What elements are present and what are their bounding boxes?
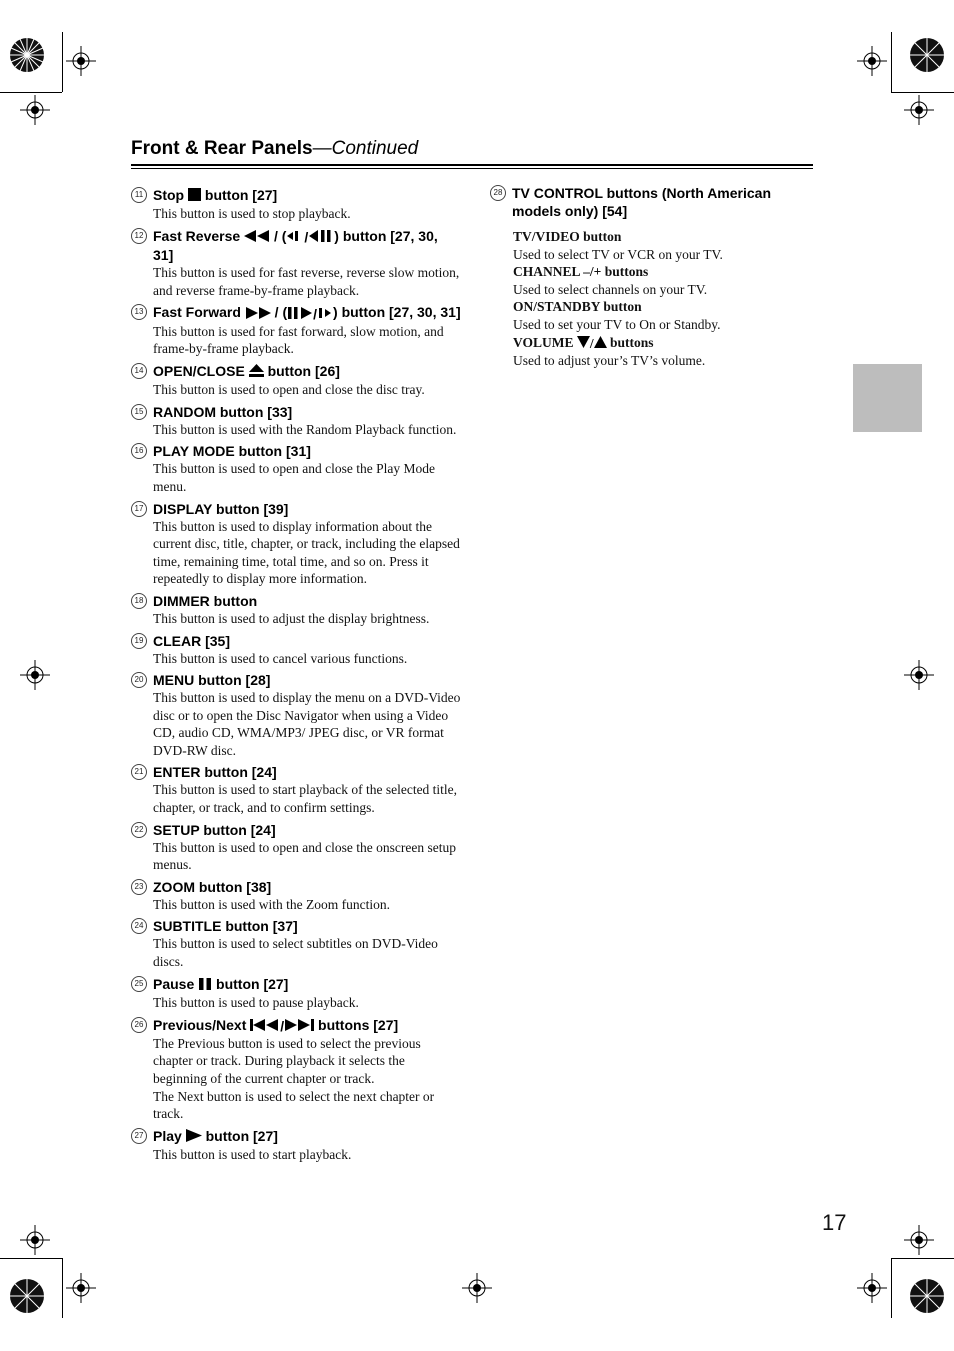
header-rule (131, 164, 813, 166)
item-number: 26 (131, 1017, 147, 1033)
item-number: 23 (131, 879, 147, 895)
item-title (131, 1016, 461, 1035)
item-number: 14 (131, 363, 147, 379)
list-item (131, 1016, 461, 1123)
fast-reverse-icon (244, 228, 270, 246)
item-description: This button is used to open and close the Play Mode menu. (153, 461, 435, 494)
item-title-text (153, 1016, 461, 1035)
tv-button-name: VOLUME (513, 334, 577, 350)
item-title-text (153, 975, 461, 994)
item-title-segment: button [27] (201, 187, 278, 203)
item-number: 20 (131, 672, 147, 688)
item-number: 16 (131, 443, 147, 459)
list-item (131, 1127, 461, 1164)
item-number: 19 (131, 633, 147, 649)
tv-button-label (513, 334, 800, 353)
item-title-text (153, 403, 461, 421)
crop-line (62, 1258, 63, 1318)
starburst-icon (8, 36, 46, 74)
crosshair-icon (20, 1225, 50, 1255)
item-title-segment: ) button [27, 30, 31] (153, 227, 438, 264)
item-title-segment: button [27] (212, 975, 289, 992)
list-item (131, 671, 461, 759)
crop-line (891, 1258, 954, 1259)
item-title-text (153, 763, 461, 781)
item-description: This button is used with the Random Playback function. (153, 421, 457, 437)
list-item (131, 975, 461, 1012)
right-column (490, 184, 800, 374)
item-title (131, 671, 461, 689)
item-title-segment: button [26] (263, 362, 340, 379)
list-item (131, 763, 461, 816)
item-title-text (153, 592, 461, 610)
crosshair-icon (66, 1273, 96, 1303)
tv-button-name: CHANNEL –/+ buttons (513, 264, 649, 280)
item-description: This button is used to open and close the disc tray. (153, 382, 425, 398)
item-title-segment: ZOOM button [38] (153, 878, 272, 895)
item-title (131, 403, 461, 421)
item-number: 11 (131, 187, 147, 203)
list-item (131, 442, 461, 495)
item-title (131, 878, 461, 896)
list-item (490, 184, 800, 370)
item-title (131, 592, 461, 610)
item-title (131, 500, 461, 518)
item-title-segment: button [27] (201, 1127, 278, 1144)
crop-line (0, 1258, 62, 1259)
item-description: This button is used to cancel various functions. (153, 650, 408, 666)
crop-line (891, 32, 892, 92)
list-item (131, 878, 461, 914)
item-title (131, 362, 461, 381)
fast-forward-icon: / (287, 305, 333, 323)
item-description: This button is used for fast reverse, reverse slow motion, and reverse frame-by-frame playback. (153, 265, 460, 298)
item-number: 13 (131, 304, 147, 320)
crosshair-icon (20, 95, 50, 125)
item-title-text (153, 632, 461, 650)
item-title-segment: Previous/Next (153, 1016, 251, 1033)
item-title-segment: DIMMER button (153, 592, 258, 609)
item-description: This button is used to display information about the current disc, title, chapter, or track, including the elapsed time, remaining time, total time, and so on. Press it repeatedly to display more information. (153, 518, 460, 587)
volume-down-up-icon: / (577, 335, 607, 353)
tv-button-description: Used to select TV or VCR on your TV. (513, 246, 723, 262)
item-description: This button is used to adjust the display brightness. (153, 610, 430, 626)
crop-line (891, 92, 954, 93)
item-description: This button is used to select subtitles on DVD-Video discs. (153, 936, 438, 970)
item-description: This button is used to display the menu on a DVD-Video disc or to open the Disc Navigator when using a Video CD, audio CD, WMA/MP3/ JPEG disc, or VR format DVD-RW disc. (153, 690, 461, 758)
crosshair-icon (904, 660, 934, 690)
item-number: 18 (131, 593, 147, 609)
item-title-text (153, 917, 461, 935)
list-item (131, 303, 461, 357)
item-title-text: TV CONTROL buttons (North American models only) [54] (512, 185, 771, 219)
item-title-text (153, 442, 461, 460)
item-number: 12 (131, 228, 147, 244)
header-title: Front & Rear Panels (131, 138, 313, 159)
header-continued: —Continued (312, 138, 419, 159)
page-number: 17 (822, 1210, 847, 1235)
item-title-segment: CLEAR [35] (153, 632, 231, 649)
item-title (131, 821, 461, 839)
crosshair-icon (904, 1225, 934, 1255)
eject-icon (249, 363, 264, 381)
list-item (131, 362, 461, 399)
play-icon (186, 1128, 202, 1146)
fast-reverse-icon: / (286, 228, 334, 246)
tv-button-name: ON/STANDBY button (513, 299, 642, 315)
list-item (131, 227, 461, 299)
pause-icon (198, 976, 212, 994)
list-item (131, 403, 461, 439)
item-title-text (153, 500, 461, 518)
item-title-segment: SUBTITLE button [37] (153, 918, 298, 935)
item-number: 28 (490, 185, 506, 201)
tv-button-description: Used to set your TV to On or Standby. (513, 316, 721, 332)
tv-control-list (513, 228, 800, 370)
item-title-segment: MENU button [28] (153, 672, 271, 689)
section-tab (853, 364, 922, 432)
item-description: This button is used for fast forward, slow motion, and frame-by-frame playback. (153, 323, 444, 357)
item-title-segment: SETUP button [24] (153, 821, 276, 838)
item-title-segment: buttons [27] (314, 1016, 399, 1033)
crosshair-icon (20, 660, 50, 690)
starburst-icon (908, 36, 946, 74)
item-title (131, 186, 461, 205)
tv-button-label (513, 228, 800, 246)
item-title-text (153, 821, 461, 839)
item-number: 27 (131, 1128, 147, 1144)
tv-button-label (513, 298, 800, 316)
item-description: The Previous button is used to select the previous chapter or track. During playback it selects the beginning of the current chapter or track. (153, 1035, 421, 1086)
header-rule-thin (131, 168, 813, 169)
list-item (131, 500, 461, 588)
crosshair-icon (857, 46, 887, 76)
item-title (131, 1127, 461, 1146)
tv-button-label (513, 263, 800, 281)
crosshair-icon (66, 46, 96, 76)
item-title (131, 442, 461, 460)
fast-forward-icon (245, 305, 271, 323)
item-title-text (153, 671, 461, 689)
item-title-segment: DISPLAY button [39] (153, 500, 289, 517)
item-number: 17 (131, 501, 147, 517)
item-title-segment: / ( (270, 227, 287, 244)
item-description: This button is used to pause playback. (153, 994, 359, 1010)
prev-next-icon: / (250, 1017, 314, 1035)
item-title (131, 975, 461, 994)
item-title (131, 917, 461, 935)
item-description: The Next button is used to select the next chapter or track. (153, 1088, 435, 1122)
crop-line (0, 92, 62, 93)
item-title (131, 303, 461, 322)
item-number: 22 (131, 822, 147, 838)
crosshair-icon (857, 1273, 887, 1303)
crop-line (891, 1258, 892, 1318)
item-title (131, 632, 461, 650)
item-number: 25 (131, 976, 147, 992)
list-item (131, 632, 461, 668)
item-description: This button is used to start playback of the selected title, chapter, or track, and to confirm settings. (153, 782, 458, 816)
item-title-text (153, 227, 461, 264)
item-title-segment: Fast Forward (153, 304, 245, 321)
crop-line (62, 32, 63, 92)
item-title-text (153, 1127, 461, 1146)
tv-button-name: TV/VIDEO button (513, 229, 622, 244)
item-description: This button is used to open and close the onscreen setup menus. (153, 839, 456, 873)
item-title-segment: ENTER button [24] (153, 764, 277, 781)
starburst-icon (8, 1277, 46, 1315)
item-title-segment: Play (153, 1127, 186, 1144)
left-column (131, 186, 461, 1168)
item-title-text (153, 186, 461, 205)
item-title (131, 227, 461, 264)
item-number: 21 (131, 764, 147, 780)
item-title-segment: RANDOM button [33] (153, 403, 293, 420)
starburst-icon (908, 1277, 946, 1315)
item-title-segment: Stop (153, 187, 188, 203)
item-title-segment: OPEN/CLOSE (153, 362, 249, 379)
tv-button-suffix: buttons (606, 334, 654, 350)
tv-button-description: Used to select channels on your TV. (513, 281, 708, 297)
item-title-text (153, 362, 461, 381)
crosshair-icon (904, 95, 934, 125)
item-description: This button is used to stop playback. (153, 206, 351, 222)
item-description: This button is used to start playback. (153, 1147, 352, 1163)
item-description: This button is used with the Zoom function. (153, 896, 390, 912)
item-title-segment: PLAY MODE button [31] (153, 443, 311, 460)
list-item (131, 186, 461, 223)
item-title-segment: ) button [27, 30, 31] (333, 304, 461, 321)
tv-button-description: Used to adjust your’s TV’s volume. (513, 353, 706, 369)
list-item (131, 821, 461, 874)
item-title-segment: Pause (153, 975, 199, 992)
item-title-segment: / ( (270, 304, 288, 321)
item-title-text (153, 878, 461, 896)
list-item (131, 592, 461, 628)
section-header (131, 138, 813, 160)
stop-icon (188, 187, 201, 205)
item-title (490, 184, 800, 220)
list-item (131, 917, 461, 970)
item-title (131, 763, 461, 781)
item-number: 24 (131, 918, 147, 934)
item-number: 15 (131, 404, 147, 420)
item-title-segment: Fast Reverse (153, 227, 245, 244)
crosshair-icon (462, 1273, 492, 1303)
item-title-text (153, 303, 461, 322)
